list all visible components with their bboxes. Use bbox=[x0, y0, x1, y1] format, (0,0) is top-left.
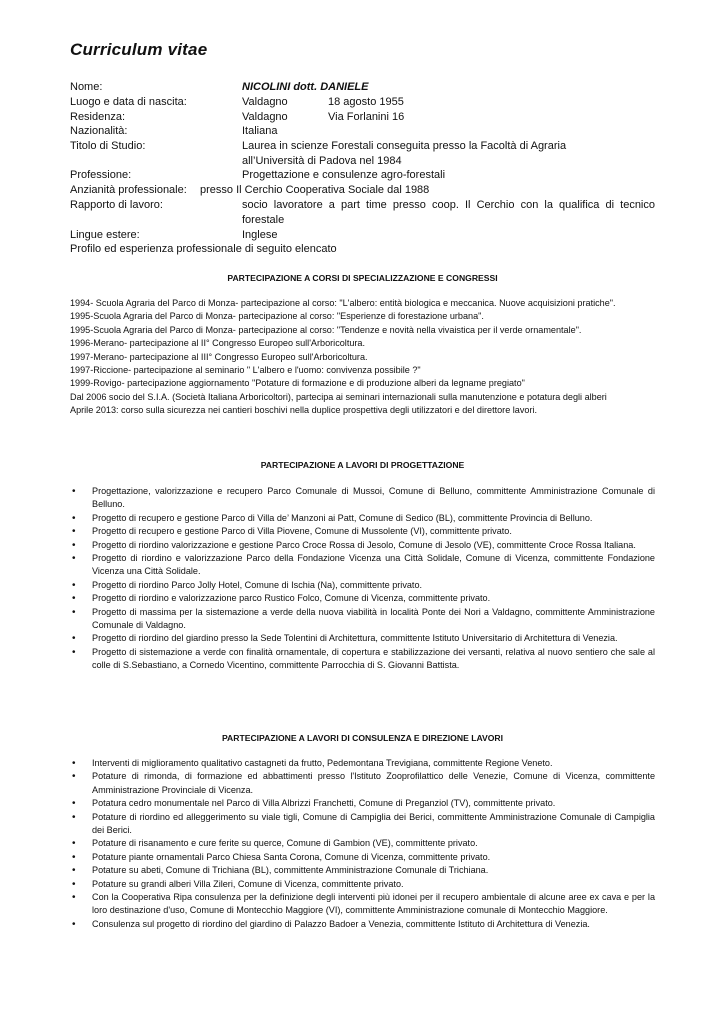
titolo-line1: Laurea in scienze Forestali conseguita presso la Facoltà di Agraria bbox=[242, 140, 567, 152]
corsi-item: Dal 2006 socio del S.I.A. (Società Italiana Arboricoltori), partecipa ai seminari internazionali sulla manutenzione e potatura degli alberi bbox=[70, 391, 607, 402]
rapporto-label: Rapporto di lavoro: bbox=[70, 199, 163, 211]
consulenza-list bbox=[70, 757, 655, 931]
list-item: • Progetto di recupero e gestione Parco di Villa de’ Manzoni ai Patt, Comune di Sedico (BL), committente Provincia di Belluno. bbox=[70, 512, 655, 525]
corsi-item: 1995-Scuola Agraria del Parco di Monza- partecipazione al corso: "Tendenze e novità nella vivaistica per il verde ornamentale". bbox=[70, 324, 582, 335]
corsi-item: Aprile 2013: corso sulla sicurezza nei cantieri boschivi nella duplice prospettiva degli utilizzatori e del direttore lavori. bbox=[70, 405, 538, 416]
anzianita-label: Anzianità professionale: bbox=[70, 184, 187, 196]
list-item: • Con la Cooperativa Ripa consulenza per la definizione degli interventi più idonei per il recupero ambientale di alcune aree ex cava e per la loro destinazione d'uso, Comune di Montecchio Maggiore (VI), committente Amministrazione comunale di Montecchio Maggiore. bbox=[70, 891, 655, 918]
list-item: • Potature di risanamento e cure ferite su querce, Comune di Gambion (VE), committente privato. bbox=[70, 837, 655, 850]
list-item: • Potature su abeti, Comune di Trichiana (BL), committente Amministrazione Comunale di Trichiana. bbox=[70, 864, 655, 877]
nazionalita-value: Italiana bbox=[242, 125, 278, 137]
corsi-list bbox=[70, 297, 655, 418]
list-item: • Progetto di riordino Parco Jolly Hotel, Comune di Ischia (Na), committente privato. bbox=[70, 579, 655, 592]
list-item: • Progetto di recupero e gestione Parco di Villa Piovene, Comune di Mussolente (VI), committente privato. bbox=[70, 525, 655, 538]
list-item: • Potature piante ornamentali Parco Chiesa Santa Corona, Comune di Vicenza, committente privato. bbox=[70, 851, 655, 864]
corsi-item: 1997-Riccione- partecipazione al seminario " L'albero e l'uomo: convivenza possibile ?" bbox=[70, 365, 421, 376]
titolo-line2: all’Università di Padova nel 1984 bbox=[242, 155, 402, 167]
residenza-via: Via Forlanini 16 bbox=[328, 111, 405, 123]
list-item: • Consulenza sul progetto di riordino del giardino di Palazzo Badoer a Venezia, committente Istituto di Architettura di Venezia. bbox=[70, 918, 655, 931]
titolo-label: Titolo di Studio: bbox=[70, 140, 146, 152]
list-item: • Potatura cedro monumentale nel Parco di Villa Albrizzi Franchetti, Comune di Preganziol (TV), committente privato. bbox=[70, 797, 655, 810]
list-item: • Progetto di riordino valorizzazione e gestione Parco Croce Rossa di Jesolo, Comune di Jesolo (VE), committente Croce Rossa Italiana. bbox=[70, 539, 655, 552]
anzianita-value: presso Il Cerchio Cooperativa Sociale dal 1988 bbox=[200, 184, 430, 196]
corsi-item: 1999-Rovigo- partecipazione aggiornamento "Potature di formazione e di produzione alberi da legname pregiato" bbox=[70, 378, 525, 389]
lingue-value: Inglese bbox=[242, 229, 278, 241]
nascita-label: Luogo e data di nascita: bbox=[70, 96, 187, 108]
lingue-label: Lingue estere: bbox=[70, 229, 140, 241]
professione-label: Professione: bbox=[70, 169, 132, 181]
residenza-label: Residenza: bbox=[70, 111, 126, 123]
list-item: • Progetto di riordino e valorizzazione Parco della Fondazione Vicenza una Città Solidale, Comune di Vicenza, committente Fondazione Vicenza una Città Solidale. bbox=[70, 552, 655, 579]
list-item: • Potature su grandi alberi Villa Zileri, Comune di Vicenza, committente privato. bbox=[70, 878, 655, 891]
nascita-luogo: Valdagno bbox=[242, 96, 288, 108]
list-item: • Progetto di riordino del giardino presso la Sede Tolentini di Architettura, committente Istituto Universitario di Architettura di Venezia. bbox=[70, 632, 655, 645]
corsi-item: 1994- Scuola Agraria del Parco di Monza- partecipazione al corso: "L'albero: entità biologica e meccanica. Nuove acquisizioni pratiche". bbox=[70, 298, 616, 308]
progettazione-list bbox=[70, 485, 655, 673]
section-title-corsi: PARTECIPAZIONE A CORSI DI SPECIALIZZAZIONE E CONGRESSI bbox=[227, 273, 498, 283]
page-title: Curriculum vitae bbox=[70, 40, 208, 59]
professione-value: Progettazione e consulenze agro-forestali bbox=[242, 169, 446, 181]
list-item: • Progetto di sistemazione a verde con finalità ornamentale, di copertura e stabilizzazione dei versanti, relativa al nuovo sentiero che sale al colle di S.Sebastiano, a Cornedo Vicentino, committente Parrocchia di S. Giovanni Battista. bbox=[70, 646, 655, 673]
list-item: • Potature di rimonda, di formazione ed abbattimenti presso l'Istituto Zooprofilattico delle Venezie, Comune di Vicenza, committente Amministrazione Provinciale di Vicenza. bbox=[70, 770, 655, 797]
nome-label: Nome: bbox=[70, 81, 103, 93]
rapporto-value: socio lavoratore a part time presso coop. Il Cerchio con la qualifica di tecnico forestale bbox=[242, 199, 655, 226]
list-item: • Interventi di miglioramento qualitativo castagneti da frutto, Pedemontana Trevigiana, committente Regione Veneto. bbox=[70, 757, 655, 770]
list-item: • Progettazione, valorizzazione e recupero Parco Comunale di Mussoi, Comune di Belluno, committente Amministrazione Comunale di Belluno. bbox=[70, 485, 655, 512]
corsi-item: 1995-Scuola Agraria del Parco di Monza- partecipazione al corso: "Esperienze di forestazione urbana". bbox=[70, 311, 484, 322]
profilo-text: Profilo ed esperienza professionale di seguito elencato bbox=[70, 243, 337, 255]
section-title-progettazione: PARTECIPAZIONE A LAVORI DI PROGETTAZIONE bbox=[260, 460, 465, 470]
nazionalita-label: Nazionalità: bbox=[70, 125, 128, 137]
list-item: • Potature di riordino ed alleggerimento su viale tigli, Comune di Campiglia dei Berici, committente Amministrazione Comunale di Campiglia dei Berici. bbox=[70, 811, 655, 838]
nome-value: NICOLINI dott. DANIELE bbox=[242, 81, 369, 93]
corsi-item: 1996-Merano- partecipazione al II° Congresso Europeo sull'Arboricoltura. bbox=[70, 338, 366, 349]
section-title-consulenza: PARTECIPAZIONE A LAVORI DI CONSULENZA E DIREZIONE LAVORI bbox=[221, 733, 504, 743]
list-item: • Progetto di massima per la sistemazione a verde della nuova viabilità in località Ponte dei Nori a Valdagno, committente Amministrazione Comunale di Valdagno. bbox=[70, 606, 655, 633]
corsi-item: 1997-Merano- partecipazione al III° Congresso Europeo sull'Arboricoltura. bbox=[70, 351, 368, 362]
list-item: • Progetto di riordino e valorizzazione parco Rustico Folco, Comune di Vicenza, committente privato. bbox=[70, 592, 655, 605]
nascita-data: 18 agosto 1955 bbox=[328, 96, 404, 108]
residenza-luogo: Valdagno bbox=[242, 111, 288, 123]
